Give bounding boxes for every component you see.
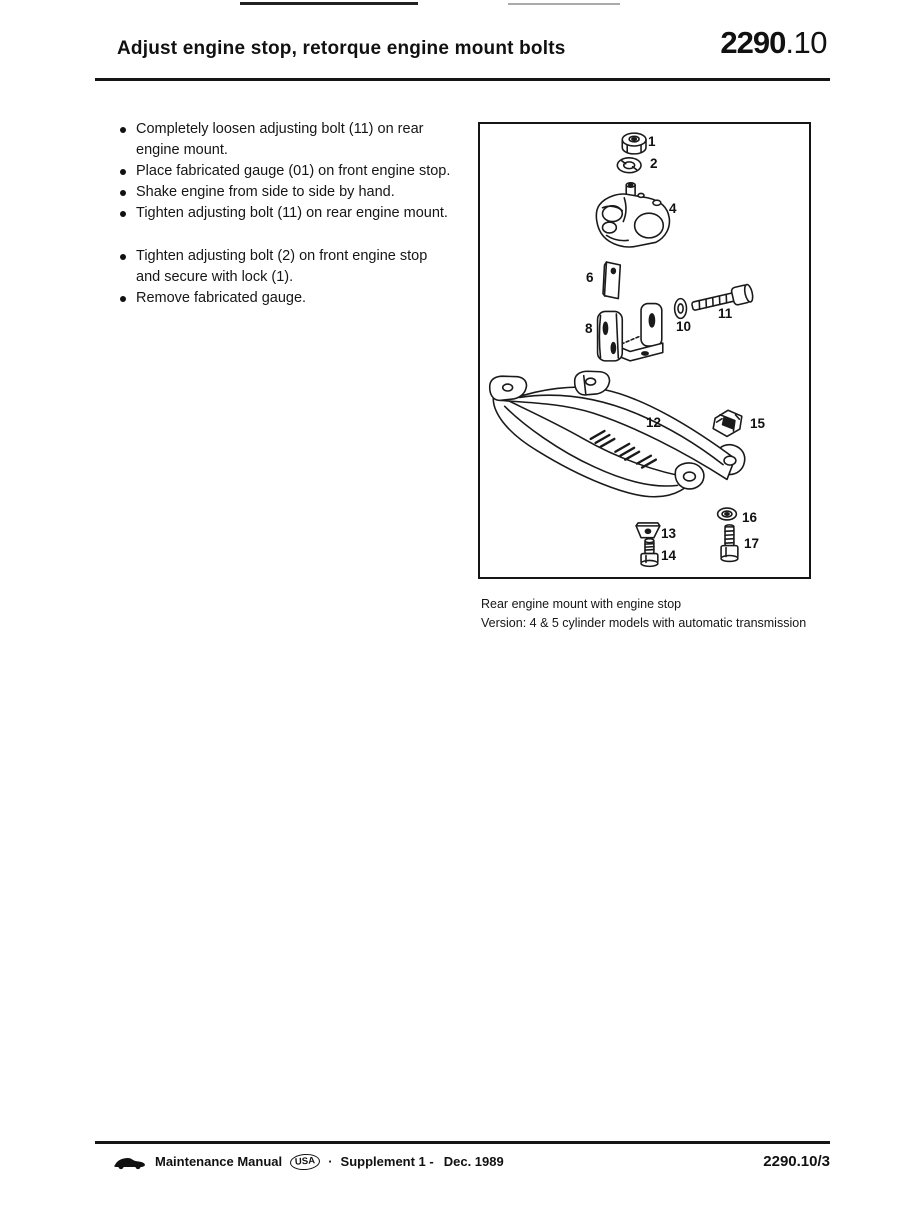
part-13-wedge-drawing <box>636 523 660 538</box>
bullet-icon <box>120 190 126 196</box>
parts-diagram-figure <box>478 122 811 579</box>
part-6-plate-drawing <box>603 262 620 299</box>
part-16-washer-drawing <box>718 508 737 520</box>
instruction-text: Remove fabricated gauge. <box>136 290 307 306</box>
bullet-icon <box>120 211 126 217</box>
section-code <box>720 26 827 60</box>
figure-caption-line2: Version: 4 & 5 cylinder models with automatic transmission <box>481 615 807 630</box>
part-label-10: 10 <box>676 319 692 334</box>
instruction-item <box>114 161 462 182</box>
instruction-item <box>114 119 462 161</box>
footer <box>112 1153 830 1170</box>
part-2-lock-drawing <box>617 158 641 173</box>
header-divider <box>95 78 830 81</box>
section-code-main: 2290 <box>720 25 786 60</box>
instruction-item <box>114 203 462 224</box>
page-title: Adjust engine stop, retorque engine mount bolts <box>117 38 566 59</box>
instruction-text: Place fabricated gauge (01) on front engine stop. <box>136 163 451 179</box>
instruction-text: Tighten adjusting bolt (2) on front engine stop and secure with lock (1). <box>136 248 428 285</box>
instruction-item <box>114 182 462 203</box>
bullet-icon <box>120 127 126 133</box>
scan-artifact-line <box>240 2 418 5</box>
scan-artifact-line <box>508 3 620 5</box>
part-label-6: 6 <box>586 270 594 285</box>
part-14-bolt-drawing <box>641 539 658 567</box>
instruction-text: Completely loosen adjusting bolt (11) on rear engine mount. <box>136 121 424 158</box>
instruction-item <box>114 288 462 309</box>
supplement-label: Supplement 1 - <box>340 1154 434 1169</box>
part-label-13: 13 <box>661 526 677 541</box>
part-label-4: 4 <box>669 201 677 216</box>
part-10-washer-drawing <box>675 299 687 319</box>
instruction-text: Tighten adjusting bolt (11) on rear engine mount. <box>136 205 448 221</box>
part-label-16: 16 <box>742 510 758 525</box>
date-label: Dec. 1989 <box>443 1154 504 1169</box>
part-label-12: 12 <box>646 415 662 430</box>
part-17-bolt-drawing <box>721 525 738 562</box>
bullet-icon <box>120 254 126 260</box>
figure-caption <box>481 595 841 632</box>
exploded-view-drawing <box>480 124 809 577</box>
manual-label: Maintenance Manual <box>155 1154 283 1169</box>
section-code-suffix: .10 <box>785 25 827 60</box>
part-label-2: 2 <box>650 156 658 171</box>
instruction-group-1 <box>114 119 462 224</box>
car-icon <box>112 1154 146 1170</box>
part-label-1: 1 <box>648 134 656 149</box>
part-8-bracket-drawing <box>598 304 663 361</box>
bullet-icon <box>120 169 126 175</box>
part-label-11: 11 <box>718 306 733 321</box>
part-label-14: 14 <box>661 548 677 563</box>
footer-separator: · <box>328 1154 333 1169</box>
instruction-section <box>114 119 462 309</box>
page-reference: 2290.10/3 <box>763 1153 830 1170</box>
part-4-engine-mount-drawing <box>596 183 669 247</box>
usa-badge: USA <box>290 1152 321 1170</box>
figure-caption-line1: Rear engine mount with engine stop <box>481 597 682 611</box>
part-label-8: 8 <box>585 321 593 336</box>
part-label-15: 15 <box>750 416 766 431</box>
part-1-nut-drawing <box>622 133 646 154</box>
instruction-text: Shake engine from side to side by hand. <box>136 184 395 200</box>
bullet-icon <box>120 296 126 302</box>
instruction-item <box>114 246 462 288</box>
instruction-group-2 <box>114 246 462 309</box>
footer-divider <box>95 1141 830 1144</box>
part-15-clip-nut-drawing <box>713 410 742 436</box>
part-12-crossmember-drawing <box>490 371 745 497</box>
part-label-17: 17 <box>744 536 760 551</box>
